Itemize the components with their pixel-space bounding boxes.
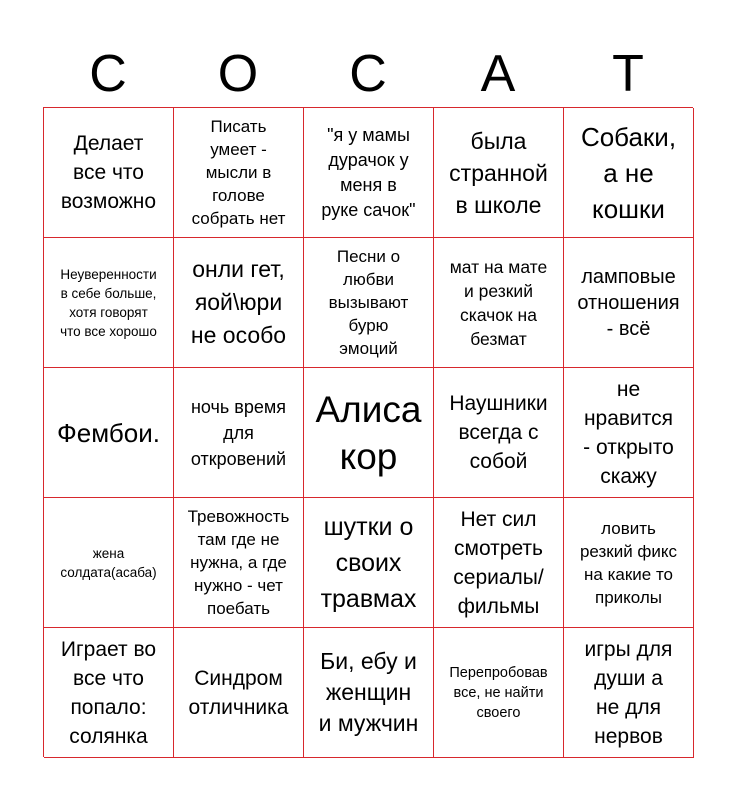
bingo-cell-text: не нравится - открыто скажу [583, 377, 674, 488]
bingo-cell-r5c4[interactable] [434, 628, 564, 758]
bingo-cell-r4c5[interactable] [564, 498, 694, 628]
bingo-cell-text: Фембои. [57, 417, 160, 448]
bingo-cell-text: ловить резкий фикс на какие то приколы [579, 518, 678, 607]
bingo-cell-r2c1[interactable] [44, 238, 174, 368]
bingo-cell-r4c2[interactable] [174, 498, 304, 628]
bingo-grid [43, 107, 693, 757]
bingo-cell-r2c4[interactable] [434, 238, 564, 368]
bingo-cell-text: Неуверенности в себе больше, хотя говорят что все хорошо [60, 266, 157, 339]
header-letter-4: А [480, 45, 516, 103]
bingo-cell-text: Нет сил смотреть сериалы/ фильмы [453, 507, 544, 618]
bingo-cell-text: мат на мате и резкий скачок на безмат [449, 256, 548, 349]
header-letter-1: С [89, 45, 127, 103]
bingo-cell-text: Делает все что возможно [60, 132, 157, 213]
bingo-cell-text: Перепробовав все, не найти своего [449, 664, 548, 721]
bingo-cell-text: Писать умеет - мысли в голове собрать нет [191, 117, 286, 228]
bingo-cell-text: онли гет, яой\юри не особо [190, 256, 287, 348]
bingo-cell-r2c5[interactable] [564, 238, 694, 368]
bingo-cell-text: жена солдата(асаба) [60, 545, 157, 580]
bingo-cell-r1c2[interactable] [174, 108, 304, 238]
bingo-cell-text: игры для души а не для нервов [584, 637, 673, 748]
bingo-cell-r5c2[interactable] [174, 628, 304, 758]
bingo-cell-r2c2[interactable] [174, 238, 304, 368]
header-letter-2: О [217, 45, 259, 103]
bingo-cell-text: ламповые отношения - всё [577, 265, 680, 340]
bingo-cell-r4c1[interactable] [44, 498, 174, 628]
bingo-cell-text: была странной в школе [449, 127, 548, 218]
bingo-cell-text: шутки о своих травмах [320, 512, 417, 613]
bingo-cell-text: Тревожность там где не нужна, а где нужно - чет поебать [187, 507, 290, 618]
bingo-cell-text: Играет во все что попало: солянка [60, 637, 157, 748]
bingo-cell-r5c5[interactable] [564, 628, 694, 758]
bingo-cell-text: Наушники всегда с собой [449, 392, 548, 473]
bingo-cell-r3c2[interactable] [174, 368, 304, 498]
bingo-cell-text: "я у мамы дурачок у меня в руке сачок" [321, 124, 416, 220]
bingo-cell-r1c1[interactable] [44, 108, 174, 238]
bingo-cell-r5c3[interactable] [304, 628, 434, 758]
header-letter-5: Т [612, 45, 644, 103]
bingo-cell-text: Песни о любви вызывают бурю эмоций [328, 247, 409, 358]
bingo-cell-r1c5[interactable] [564, 108, 694, 238]
bingo-header [43, 42, 693, 106]
bingo-cell-r4c3[interactable] [304, 498, 434, 628]
bingo-cell-r3c5[interactable] [564, 368, 694, 498]
bingo-cell-r3c1[interactable] [44, 368, 174, 498]
bingo-cell-r2c3[interactable] [304, 238, 434, 368]
bingo-cell-text: Собаки, а не кошки [580, 121, 677, 224]
bingo-cell-free[interactable] [304, 368, 434, 498]
bingo-cell-r3c4[interactable] [434, 368, 564, 498]
bingo-cell-r1c4[interactable] [434, 108, 564, 238]
bingo-cell-text: Би, ебу и женщин и мужчин [318, 648, 419, 736]
bingo-cell-text: Синдром отличника [188, 666, 289, 719]
bingo-cell-r1c3[interactable] [304, 108, 434, 238]
bingo-cell-r5c1[interactable] [44, 628, 174, 758]
bingo-cell-r4c4[interactable] [434, 498, 564, 628]
header-letter-3: С [349, 45, 387, 103]
bingo-cell-text: ночь время для откровений [190, 396, 287, 469]
bingo-cell-text: Алиса кор [315, 388, 422, 477]
